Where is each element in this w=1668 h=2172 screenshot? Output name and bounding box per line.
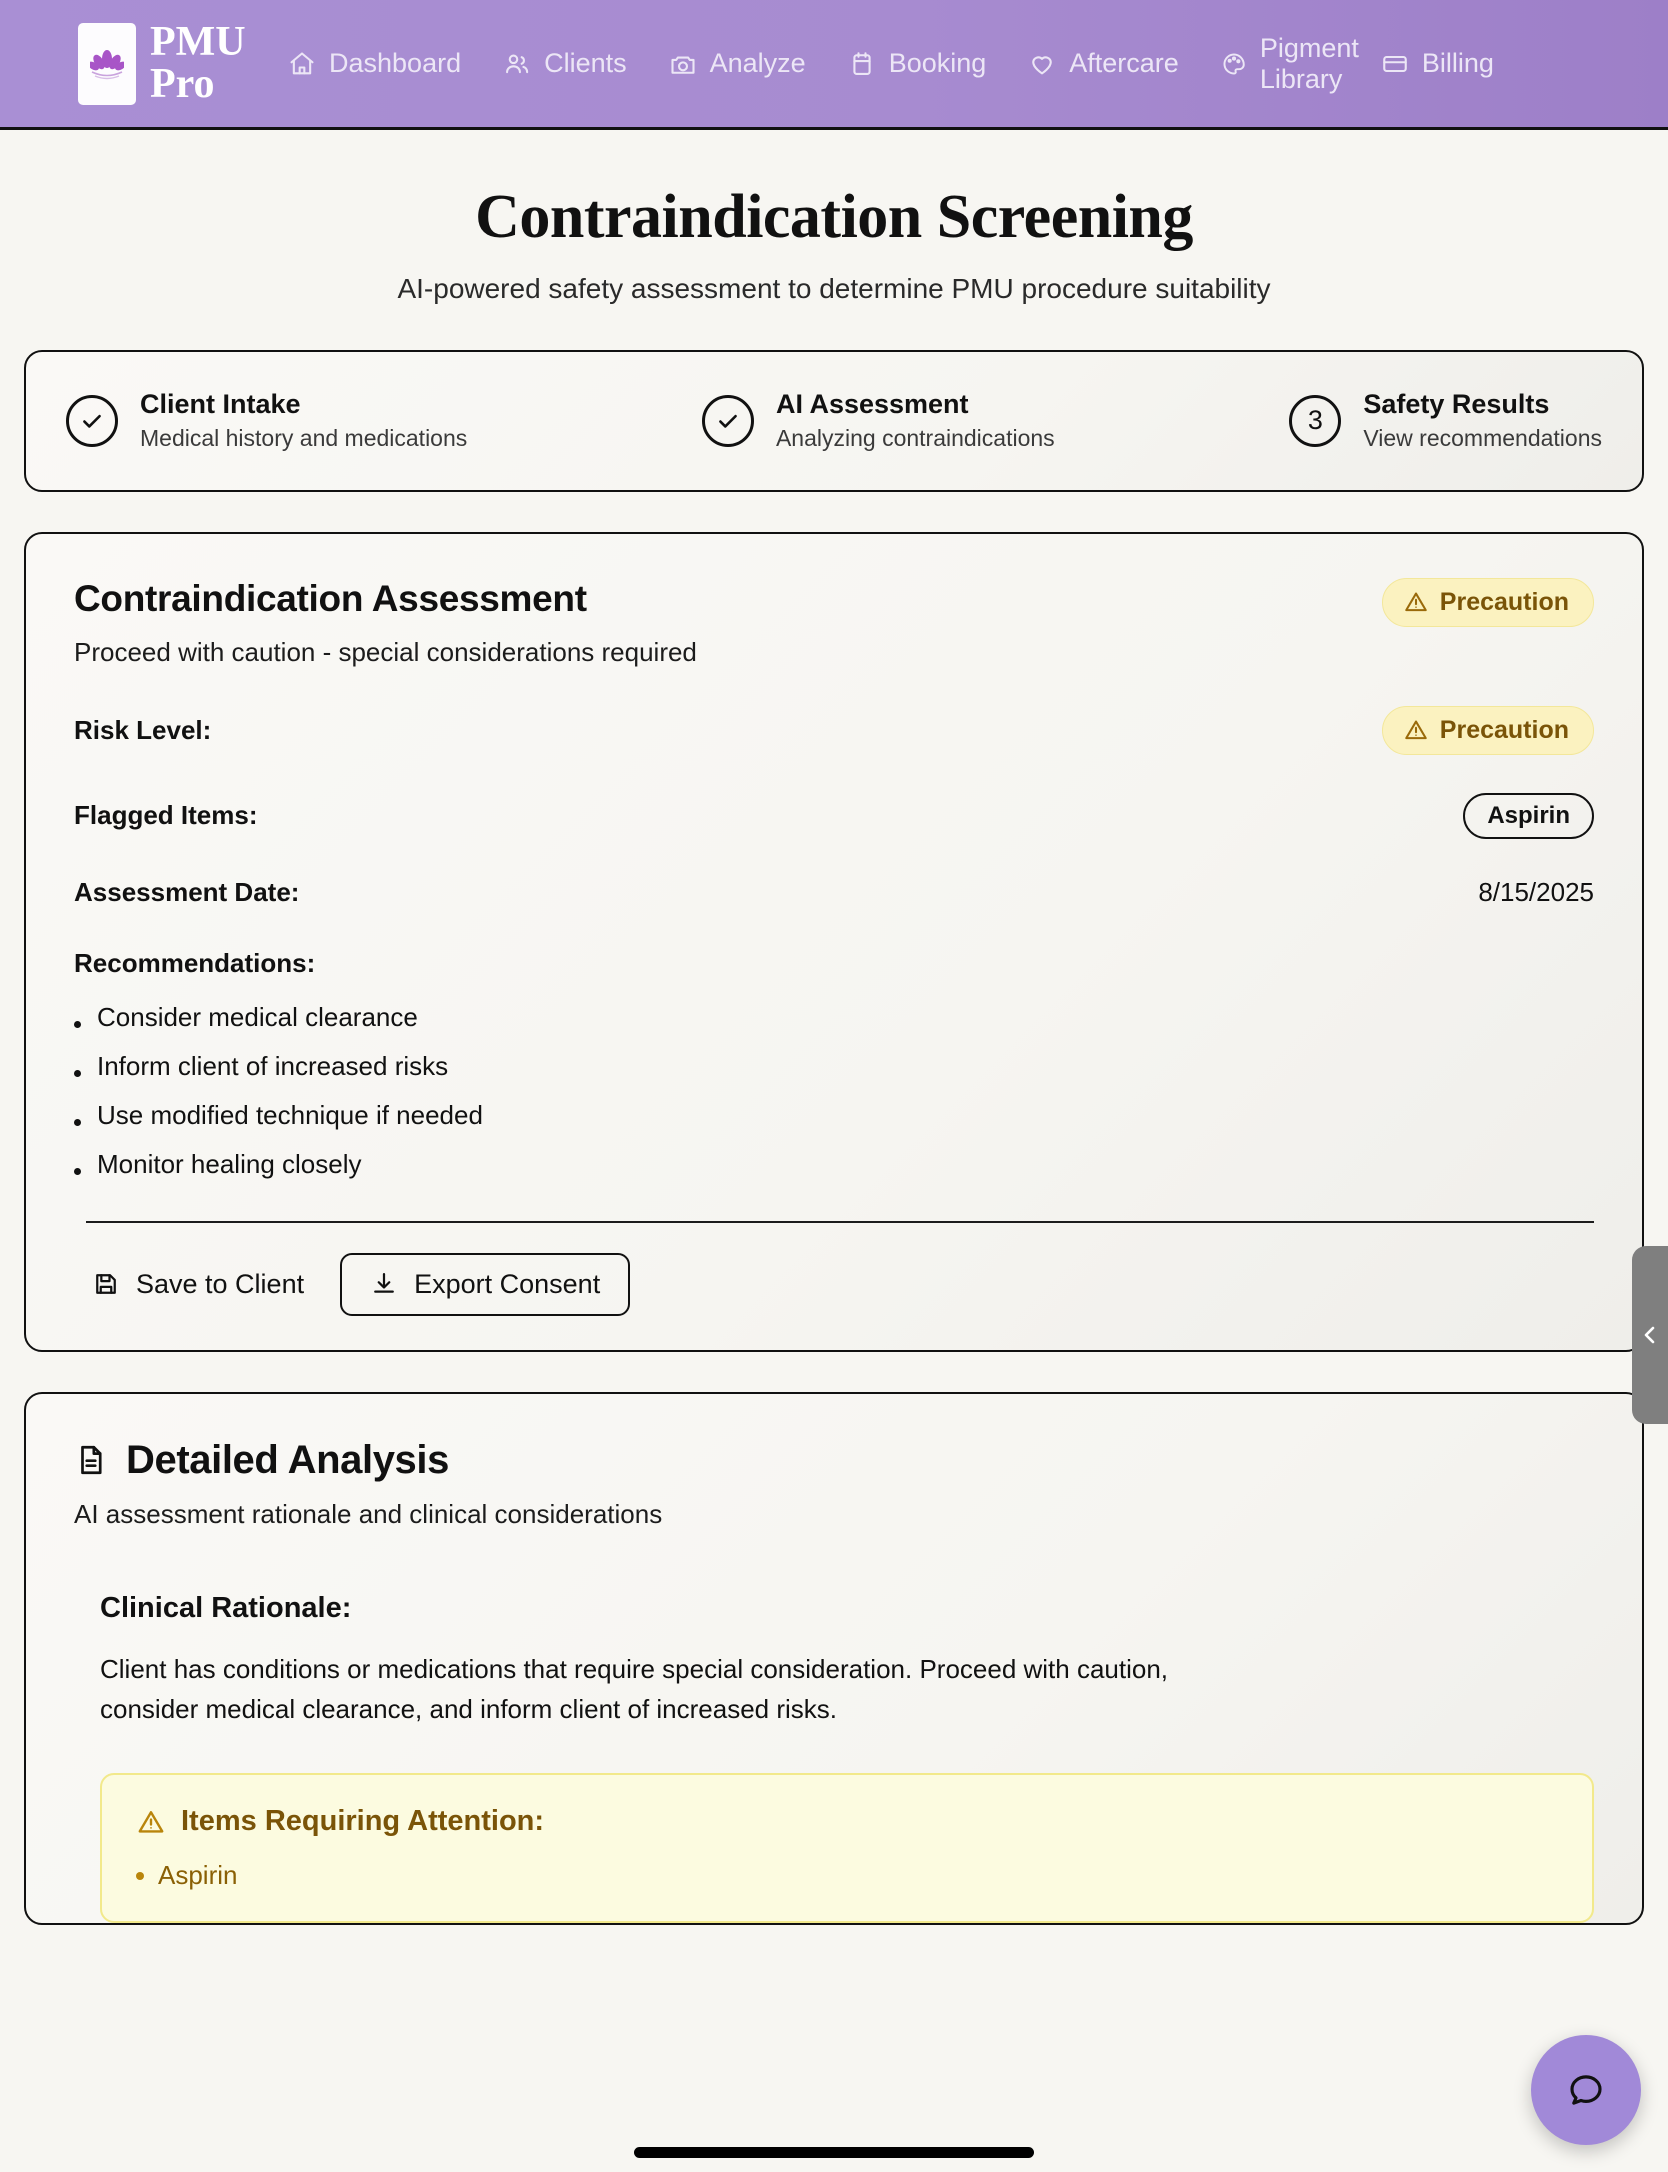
nav-item-label: Aftercare (1069, 48, 1179, 78)
bullet-icon (136, 1872, 144, 1880)
list-item (136, 1860, 1558, 1891)
nav-item-aftercare[interactable] (1007, 48, 1200, 79)
export-consent-button[interactable] (340, 1253, 630, 1316)
list-item-label: Inform client of increased risks (97, 1050, 449, 1081)
bullet-icon (74, 1119, 81, 1126)
list-item (74, 1091, 1594, 1140)
assessment-subtitle: Proceed with caution - special considerations required (74, 636, 697, 667)
nav-item-analyze[interactable] (648, 48, 827, 79)
nav-item-pigment-library[interactable] (1200, 33, 1360, 93)
step-client-intake[interactable] (66, 388, 467, 454)
heart-icon (1028, 50, 1056, 78)
warning-triangle-icon (136, 1807, 166, 1837)
lotus-icon (78, 23, 136, 105)
save-to-client-label: Save to Client (136, 1268, 305, 1299)
attention-header (136, 1805, 1558, 1838)
list-item-label: Use modified technique if needed (97, 1099, 483, 1130)
detailed-analysis-header (74, 1438, 1594, 1483)
detailed-analysis-subtitle: AI assessment rationale and clinical considerations (74, 1498, 663, 1529)
calendar-icon (848, 50, 876, 78)
flagged-items-row (74, 793, 1594, 839)
warning-triangle-icon (1403, 589, 1429, 615)
step-title: Client Intake (140, 389, 301, 419)
export-consent-label: Export Consent (414, 1268, 601, 1299)
flagged-items-label: Flagged Items: (74, 800, 258, 831)
contraindication-assessment-card (24, 532, 1644, 1352)
clinical-rationale-text: Client has conditions or medications that require special consideration. Proceed with caution, consider medical clearance, and inform client of increased risks. (100, 1653, 1169, 1724)
step-desc: Medical history and medications (140, 424, 468, 451)
step-safety-results[interactable] (1289, 388, 1602, 454)
flagged-item-chip: Aspirin (1463, 793, 1594, 839)
clinical-rationale-label: Clinical Rationale: (100, 1591, 352, 1624)
chat-bubble-icon (1565, 2069, 1607, 2111)
nav-item-label: Pigment Library (1259, 33, 1359, 94)
nav-item-clients[interactable] (482, 48, 648, 79)
palette-icon (1221, 51, 1247, 77)
assessment-date-label: Assessment Date: (74, 876, 300, 907)
home-icon (288, 50, 316, 78)
detailed-analysis-title: Detailed Analysis (126, 1437, 449, 1482)
risk-level-label: Risk Level: (74, 714, 212, 745)
nav-item-label: Billing (1421, 48, 1494, 78)
save-to-client-button[interactable] (86, 1255, 310, 1314)
step-ai-assessment[interactable] (702, 388, 1055, 454)
progress-stepper (24, 350, 1644, 492)
bullet-icon (74, 1070, 81, 1077)
list-item-label: Monitor healing closely (97, 1148, 362, 1179)
warning-triangle-icon (1403, 717, 1429, 743)
assessment-title: Contraindication Assessment (74, 577, 587, 619)
list-item (74, 1042, 1594, 1091)
items-requiring-attention-box (100, 1773, 1594, 1923)
bullet-icon (74, 1168, 81, 1175)
step-title: AI Assessment (775, 389, 969, 419)
credit-card-icon (1381, 50, 1409, 78)
risk-level-row (74, 706, 1594, 755)
brand[interactable] (78, 19, 246, 107)
bullet-icon (74, 1021, 81, 1028)
status-badge-label: Precaution (1439, 587, 1569, 616)
nav-item-billing[interactable] (1360, 48, 1515, 79)
nav-item-dashboard[interactable] (267, 48, 482, 79)
step-desc: View recommendations (1363, 424, 1602, 451)
status-badge (1382, 578, 1594, 627)
assessment-header (74, 578, 1594, 668)
document-icon (74, 1443, 108, 1477)
risk-level-badge (1382, 706, 1594, 755)
detailed-analysis-card (24, 1392, 1644, 1926)
step-badge-complete-icon (66, 395, 118, 447)
list-item-label: Aspirin (158, 1860, 238, 1891)
chevron-left-icon (1638, 1323, 1662, 1347)
home-indicator-bar (634, 2147, 1034, 2158)
attention-label: Items Requiring Attention: (181, 1805, 545, 1838)
assessment-date-value: 8/15/2025 (1478, 876, 1594, 907)
side-drawer-handle[interactable] (1632, 1246, 1668, 1424)
nav-item-label: Dashboard (329, 48, 462, 78)
recommendations-label: Recommendations: (74, 947, 316, 978)
page-title: Contraindication Screening (475, 183, 1193, 251)
step-badge-complete-icon (702, 395, 754, 447)
assessment-date-row (74, 877, 1594, 908)
nav-item-label: Booking (888, 48, 987, 78)
list-item (74, 993, 1594, 1042)
step-desc: Analyzing contraindications (775, 424, 1055, 451)
list-item (74, 1140, 1594, 1189)
page-content (0, 130, 1668, 1925)
divider (86, 1221, 1594, 1223)
assessment-actions (74, 1253, 1594, 1316)
brand-name: PMU Pro (150, 19, 246, 107)
top-navigation-bar (0, 0, 1668, 130)
list-item-label: Consider medical clearance (97, 1001, 418, 1032)
page-subtitle: AI-powered safety assessment to determine PMU procedure suitability (397, 273, 1271, 304)
nav-item-booking[interactable] (827, 48, 1008, 79)
download-icon (370, 1270, 398, 1298)
clinical-rationale-block (74, 1592, 1594, 1730)
risk-level-value: Precaution (1439, 715, 1569, 744)
nav-item-label: Analyze (709, 48, 806, 78)
nav-item-label: Clients (544, 48, 627, 78)
camera-icon (669, 50, 697, 78)
step-title: Safety Results (1363, 389, 1550, 419)
chat-fab-button[interactable] (1531, 2035, 1641, 2145)
step-badge-number: 3 (1289, 395, 1341, 447)
save-icon (92, 1270, 120, 1298)
users-icon (503, 50, 531, 78)
nav-links (267, 33, 1515, 93)
recommendations-list (74, 993, 1594, 1189)
